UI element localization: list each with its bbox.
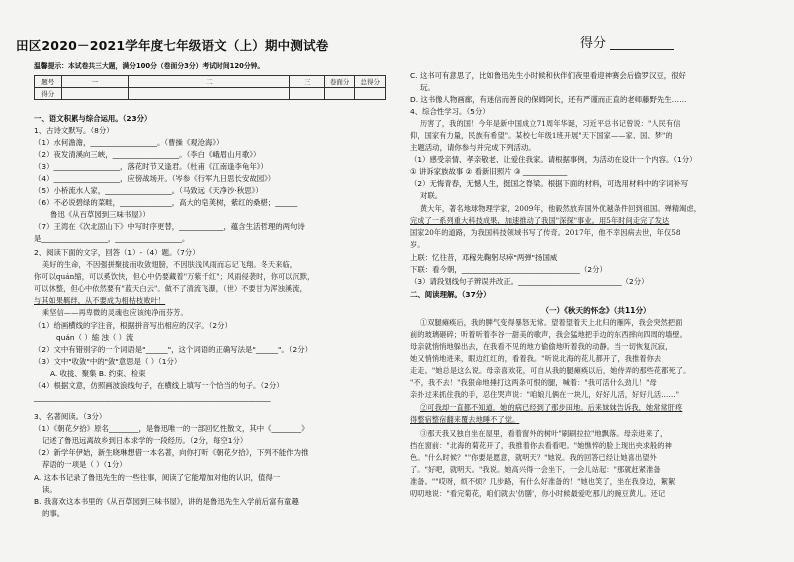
question-line: 1、古诗文默写。（8分） xyxy=(34,126,114,135)
passage-line: 了。"好吧，就明天。"我说。她高兴得一会坐下，一会儿站起："那就赶紧准备 xyxy=(410,465,661,474)
passage-line: 母亲就悄悄地躲出去，在我看不见的地方偷偷地听着我的动静。当一切恢复沉寂， xyxy=(410,342,673,351)
score-input-cell[interactable] xyxy=(290,88,324,100)
answer-line[interactable]: 下联：看今朝，________________________________（2分） xyxy=(410,265,607,274)
passage-line: 历害了，我的国！今年是新中国成立71周年华诞，习近平总书记曾说："人民有信 xyxy=(420,119,681,128)
option-line: D. 这书像人物画廊，有迷信而善良的保姆阿长，还有严谨而正直的老师藤野先生…… xyxy=(410,95,687,104)
passage-line: 乘坚信——再卑微的灵魂也应该纯净而芬芳。 xyxy=(42,308,188,317)
question-line: 4、综合性学习。（5分） xyxy=(410,107,490,116)
question-line: （6）不必说碧绿的菜畦，______________，高大的皂荚树，紫红的桑椹；______ xyxy=(34,198,298,207)
question-line: （2）无悔青春，无憾人生，挺国之脊梁。根据下面的材料，可选用材料中的字词补写 xyxy=(410,179,689,188)
score-blank[interactable] xyxy=(610,39,674,50)
option-line: 玩。 xyxy=(420,83,435,92)
score-input-cell[interactable] xyxy=(324,88,355,100)
section-heading: 二、阅读理解。（37分） xyxy=(410,290,491,299)
question-line: A. 收拢、聚集 B. 约束、检束 xyxy=(50,369,146,378)
exam-title: 田区2020－2021学年度七年级语文（上）期中测试卷 xyxy=(16,38,329,53)
option-line: B. 我喜欢这本书里的《从百草园到三味书屋》，讲的是鲁迅先生入学前后富有童趣 xyxy=(34,497,299,506)
score-input-cell[interactable] xyxy=(355,88,386,100)
score-table-cell: 题号 xyxy=(35,76,62,88)
passage-title: （一）《秋天的怀念》（共11分） xyxy=(541,306,651,315)
passage-line: 色。"什么时候？""你要是愿意，就明天？"她说。我的回答已经让她喜出望外 xyxy=(410,453,657,462)
exam-tip: 温馨提示：本试卷共三大题，满分100分（卷面分3分）考试时间120分钟。 xyxy=(34,62,265,70)
question-line: 主题活动，请你参与并完成下列活动。 xyxy=(410,143,536,152)
question-line: （4）__________________，应傍战场开。（岑参《行军九日思长安故园》） xyxy=(34,174,276,183)
answer-line[interactable]: ________________________________________________________________ xyxy=(34,393,271,402)
passage-line: 仰，国家有力量，民族有希望"。某校七年级1班开展"天下国家——家、国、梦"的 xyxy=(410,131,673,140)
passage-line: 岁。 xyxy=(410,240,425,249)
passage-line: 亲扑过来抓住我的手，忍住哭声说："咱娘儿俩在一块儿，好好儿活，好好儿活……" xyxy=(410,390,680,399)
question-line: （3）__________________，落花时节又逢君。（杜甫《江南逢李龟年》） xyxy=(34,162,268,171)
question-line: （7）王湾在《次北固山下》中写时序更替，____________，蕴含生活哲理的两句诗 xyxy=(34,222,305,231)
score-table-cell: 得分 xyxy=(35,88,62,100)
passage-line: "不，我不去！"我狠命地捶打这两条可恨的腿，喊着："我可活什么劲儿！"母 xyxy=(410,378,657,387)
option-line: 读。 xyxy=(42,485,57,494)
question-line: 3、名著阅读。（3分） xyxy=(34,412,107,421)
answer-line[interactable]: （3）请段划线句子辨误并改正。____________________________（2分） xyxy=(410,277,649,286)
passage-line: ①双腿瘫痪后，我的脾气变得暴怒无常。望着望着天上北归的雁阵，我会突然把面 xyxy=(420,318,683,327)
score-input-cell[interactable] xyxy=(129,88,290,100)
passage-line: ②可我却一直都不知道，她的病已经到了那步田地。后来妹妹告诉我，她常常肝疼 xyxy=(420,403,683,412)
question-line: （1）《朝花夕拾》原名________，是鲁迅唯一的一部回忆性散文，其中《________》 xyxy=(34,424,309,433)
passage-line: 美好的生命，不因强拼聚拢而收敛翅膀，不因肤浅风雨而忘记飞翔。冬天来临， xyxy=(42,260,298,269)
passage-line: 她又悄悄地进来，眼边红红的，看着我。"听说北海的花儿都开了，我推着你去 xyxy=(410,354,662,363)
passage-line: 前的玻璃砸碎；听着听着李谷一甜美的歌声，我会猛地把手边的东西摔向四周的墙壁。 xyxy=(410,330,687,339)
score-table-cell: 卷面分 xyxy=(324,76,355,88)
passage-line: 你可以quán缩，可以奚饮快，但心中仍要藏着"万紫千红"；风雨侵袭时，你可以沉默， xyxy=(34,272,315,281)
question-line: 荐语的一项是（ ）（1分） xyxy=(42,460,127,469)
passage-line: 黄大年，著名地球物理学家，2009年，他毅然放弃国外优越条件回到祖国。殚精竭虑， xyxy=(420,204,702,213)
question-line: 是__________________，__________________。 xyxy=(34,234,190,243)
passage-line: ③那天我又独自坐在屋里，看着窗外的树叶"刷刷拉拉"地飘落。母亲进来了， xyxy=(420,429,668,438)
passage-line: 挡在窗前："北海的菊花开了，我推着你去看看吧。"她憔悴的脸上现出央求般的神 xyxy=(410,441,672,450)
question-line: （2）夜发清溪向三峡，__________________。（李白《峨眉山月歌》） xyxy=(34,150,261,159)
question-line: （1）感受亲情、孝亲敬老、让爱住我家。请根据事例，为活动在设计一个内容。（1分） xyxy=(410,155,697,164)
passage-line: 完成了一系列重大科技成果，加速推动了我国"深探"事业。用5年时间走完了发达 xyxy=(410,216,670,225)
section-heading: 一、语文积累与综合运用。（23分） xyxy=(34,114,152,123)
question-line: 上联：忆往昔，邓稼先鞠躬尽瘁"两弹"扬国威 xyxy=(410,253,558,262)
question-line: ① 讲诉家族故事 ② 看新旧照片 ③ ____________ xyxy=(410,167,568,176)
question-line: 鲁迅《从百草园到三味书屋》） xyxy=(50,210,150,219)
score-input-cell[interactable] xyxy=(61,88,129,100)
question-line: （1）水何澹澹，__________________。（曹操《观沧海》） xyxy=(34,138,224,147)
passage-line: 走走。"她总是这么说。母亲喜欢花，可自从我的腿瘫痪以后，她侍弄的那些花都死了。 xyxy=(410,366,691,375)
score-table-cell: 总得分 xyxy=(355,76,386,88)
score-table-cell: 三 xyxy=(290,76,324,88)
score-table-cell: 一 xyxy=(61,76,129,88)
option-line: A. 这本书记录了鲁迅先生的一些往事，阅读了它能增加对他的认识，值得一 xyxy=(34,473,281,482)
question-line: （2）新学年伊始，新生晓琳想借一本名著，向你打听《朝花夕拾》，下列不能作为推 xyxy=(34,448,309,457)
passage-line: 叨叨地说："看完菊花，咱们就去'仿膳'，你小时候最爱吃那儿的豌豆黄儿。还记 xyxy=(410,489,666,498)
question-line: quán（ ）缩 浊（ ）流 xyxy=(56,333,134,342)
question-line: （1）给画横线的字注音，根据拼音写出相应的汉字。（2分） xyxy=(34,321,232,330)
question-line: （2）文中有错别字的一个词语是"______"，这个词语的正确写法是"______"。（2分） xyxy=(34,345,312,354)
question-line: 记述了鲁迅远离故乡到日本求学的一段经历。（2分，每空1分） xyxy=(42,436,248,445)
question-line: （4）根据文意，仿照画波浪线句子，在横线上填写一个恰当的句子。（2分） xyxy=(34,381,284,390)
question-line: 对联。 xyxy=(420,191,443,200)
question-line: （3）文中"收敛"中的"敛"意思是（ ）（1分） xyxy=(34,357,182,366)
score-table-cell: 二 xyxy=(129,76,290,88)
passage-line: 可以休整，但心中依然要有"蓝天白云"。做不了清流飞瀑，（世）不要甘为浑浊溪流， xyxy=(34,284,307,293)
question-line: 2、阅读下面的文字，回答（1）-（4）题。（7分） xyxy=(34,248,200,257)
passage-line: 与其如果羁绊，从不要成为相枯枝败叶！ xyxy=(34,296,166,305)
score-table xyxy=(34,75,386,100)
score-label: 得分 xyxy=(580,37,674,50)
passage-line: 国家20年的道路，为我国科技领域书写了传奇。2017年，他不幸因病去世，年仅58 xyxy=(410,228,681,237)
option-line: 的事。 xyxy=(42,509,65,518)
option-line: C. 这书可有意思了，比如鲁迅先生小时候和伙伴们夜里看迎神赛会后偷罗汉豆，很好 xyxy=(410,71,686,80)
passage-line: 准备。""哎呀，烦不烦？几步路，有什么好准备的！"她也笑了，坐在我身边，絮絮 xyxy=(410,477,676,486)
passage-line: 得整宿整宿翻来覆去地睡不了觉。 xyxy=(410,415,520,424)
question-line: （5）小桥流水人家，__________________。（马致远《天净沙·秋思》） xyxy=(34,186,263,195)
